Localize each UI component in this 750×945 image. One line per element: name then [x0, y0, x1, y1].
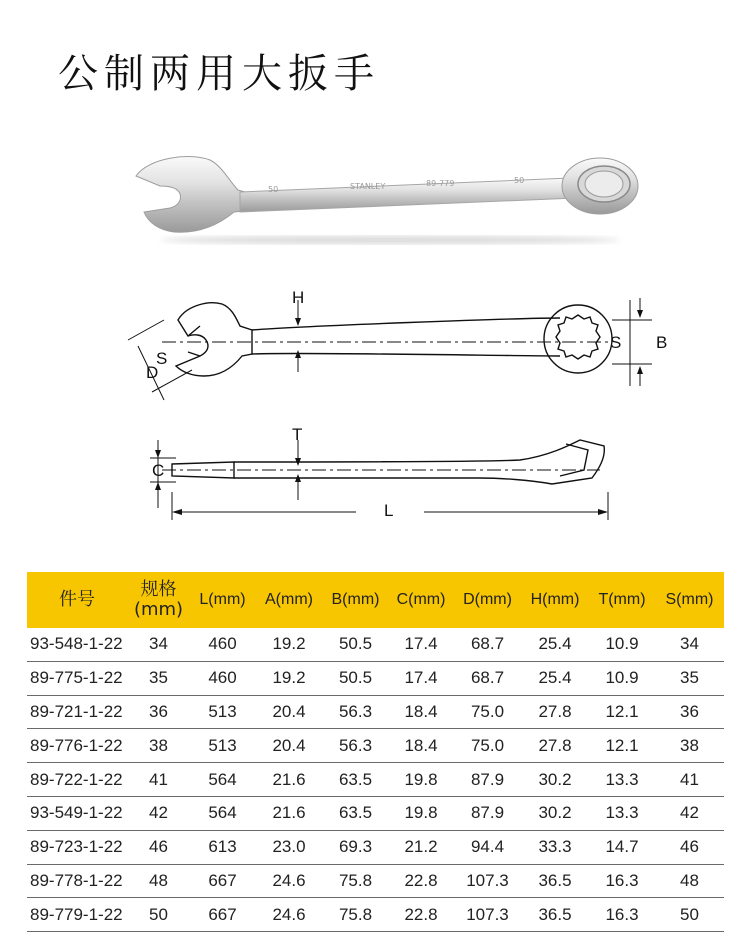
table-row — [27, 628, 724, 661]
table-cell: 107.3 — [454, 864, 521, 898]
table-cell: 35 — [127, 661, 190, 695]
table-cell: 10.9 — [589, 661, 655, 695]
table-cell: 41 — [127, 763, 190, 797]
table-cell: 41 — [655, 763, 724, 797]
table-cell: 16.3 — [589, 898, 655, 932]
column-header-size — [127, 572, 190, 628]
table-cell: 19.2 — [255, 628, 323, 661]
column-header-part-no: 件号 — [27, 572, 127, 628]
table-cell: 68.7 — [454, 628, 521, 661]
table-cell: 50.5 — [323, 628, 388, 661]
table-cell: 75.8 — [323, 898, 388, 932]
table-cell: 36 — [127, 695, 190, 729]
table-cell: 35 — [655, 661, 724, 695]
table-cell: 56.3 — [323, 729, 388, 763]
table-cell: 46 — [127, 830, 190, 864]
table-cell: 36.5 — [521, 864, 589, 898]
table-cell: 13.3 — [589, 763, 655, 797]
table-row — [27, 763, 724, 797]
dimension-label-s-left: S — [156, 349, 168, 368]
column-header-d: D(mm) — [454, 572, 521, 628]
table-row — [27, 729, 724, 763]
table-cell: 30.2 — [521, 763, 589, 797]
table-cell: 13.3 — [589, 796, 655, 830]
table-cell: 613 — [190, 830, 255, 864]
table-cell: 460 — [190, 661, 255, 695]
table-cell: 89-721-1-22 — [27, 695, 127, 729]
dimension-diagram — [0, 280, 750, 530]
dimension-label-t: T — [292, 425, 303, 444]
table-cell: 18.4 — [388, 695, 454, 729]
column-header-s: S(mm) — [655, 572, 724, 628]
table-cell: 20.4 — [255, 729, 323, 763]
table-cell: 12.1 — [589, 695, 655, 729]
column-header-b: B(mm) — [323, 572, 388, 628]
table-cell: 667 — [190, 864, 255, 898]
table-cell: 50.5 — [323, 661, 388, 695]
table-cell: 564 — [190, 796, 255, 830]
column-header-l: L(mm) — [190, 572, 255, 628]
table-cell: 94.4 — [454, 830, 521, 864]
column-header-size-label: 规格 — [140, 579, 177, 600]
table-row — [27, 661, 724, 695]
table-cell: 93-548-1-22 — [27, 628, 127, 661]
table-cell: 36 — [655, 695, 724, 729]
table-cell: 17.4 — [388, 628, 454, 661]
table-cell: 19.8 — [388, 763, 454, 797]
dimension-label-l: L — [384, 501, 394, 520]
wrench-marking-size-left: 50 — [268, 185, 279, 194]
column-header-a: A(mm) — [255, 572, 323, 628]
dimension-label-s-right: S — [610, 333, 622, 352]
table-cell: 460 — [190, 628, 255, 661]
table-cell: 50 — [655, 898, 724, 932]
dimension-label-d: D — [146, 363, 159, 382]
table-cell: 513 — [190, 695, 255, 729]
table-cell: 89-722-1-22 — [27, 763, 127, 797]
table-cell: 19.2 — [255, 661, 323, 695]
table-cell: 34 — [655, 628, 724, 661]
table-cell: 63.5 — [323, 763, 388, 797]
table-cell: 56.3 — [323, 695, 388, 729]
table-row — [27, 796, 724, 830]
table-cell: 89-778-1-22 — [27, 864, 127, 898]
table-cell: 38 — [127, 729, 190, 763]
table-cell: 564 — [190, 763, 255, 797]
table-cell: 12.1 — [589, 729, 655, 763]
table-cell: 42 — [655, 796, 724, 830]
table-cell: 17.4 — [388, 661, 454, 695]
table-cell: 93-549-1-22 — [27, 796, 127, 830]
table-cell: 42 — [127, 796, 190, 830]
table-cell: 22.8 — [388, 898, 454, 932]
table-cell: 10.9 — [589, 628, 655, 661]
table-cell: 21.2 — [388, 830, 454, 864]
table-cell: 27.8 — [521, 729, 589, 763]
table-cell: 50 — [127, 898, 190, 932]
table-row — [27, 898, 724, 932]
table-cell: 24.6 — [255, 898, 323, 932]
table-cell: 46 — [655, 830, 724, 864]
column-header-size-unit: (mm) — [133, 599, 184, 620]
table-row — [27, 695, 724, 729]
table-cell: 19.8 — [388, 796, 454, 830]
column-header-c: C(mm) — [388, 572, 454, 628]
table-cell: 22.8 — [388, 864, 454, 898]
table-cell: 24.6 — [255, 864, 323, 898]
table-cell: 48 — [655, 864, 724, 898]
table-cell: 89-776-1-22 — [27, 729, 127, 763]
table-cell: 513 — [190, 729, 255, 763]
table-cell: 25.4 — [521, 661, 589, 695]
table-cell: 38 — [655, 729, 724, 763]
column-header-h: H(mm) — [521, 572, 589, 628]
table-cell: 63.5 — [323, 796, 388, 830]
table-cell: 75.0 — [454, 695, 521, 729]
table-cell: 89-723-1-22 — [27, 830, 127, 864]
table-cell: 36.5 — [521, 898, 589, 932]
table-header-row — [27, 572, 724, 628]
wrench-photo — [130, 148, 650, 248]
table-cell: 89-779-1-22 — [27, 898, 127, 932]
table-cell: 89-775-1-22 — [27, 661, 127, 695]
dimension-label-h: H — [292, 288, 305, 307]
table-cell: 16.3 — [589, 864, 655, 898]
table-cell: 21.6 — [255, 796, 323, 830]
table-cell: 33.3 — [521, 830, 589, 864]
table-cell: 27.8 — [521, 695, 589, 729]
table-cell: 48 — [127, 864, 190, 898]
table-cell: 14.7 — [589, 830, 655, 864]
table-cell: 87.9 — [454, 763, 521, 797]
table-cell: 25.4 — [521, 628, 589, 661]
table-row — [27, 864, 724, 898]
table-cell: 667 — [190, 898, 255, 932]
column-header-t: T(mm) — [589, 572, 655, 628]
dimension-label-c: C — [152, 461, 165, 480]
table-cell: 18.4 — [388, 729, 454, 763]
table-cell: 34 — [127, 628, 190, 661]
table-cell: 107.3 — [454, 898, 521, 932]
table-cell: 69.3 — [323, 830, 388, 864]
wrench-marking-part: 89-779 — [426, 179, 455, 188]
table-cell: 75.8 — [323, 864, 388, 898]
table-body — [27, 628, 724, 932]
wrench-marking-size-right: 50 — [514, 176, 525, 185]
table-cell: 20.4 — [255, 695, 323, 729]
wrench-marking-brand: STANLEY — [350, 182, 386, 191]
table-row — [27, 830, 724, 864]
table-cell: 30.2 — [521, 796, 589, 830]
table-cell: 68.7 — [454, 661, 521, 695]
table-cell: 75.0 — [454, 729, 521, 763]
table-cell: 87.9 — [454, 796, 521, 830]
table-cell: 23.0 — [255, 830, 323, 864]
table-cell: 21.6 — [255, 763, 323, 797]
spec-table — [27, 572, 724, 932]
dimension-label-b: B — [656, 333, 668, 352]
page-title: 公制两用大扳手 — [58, 51, 380, 97]
